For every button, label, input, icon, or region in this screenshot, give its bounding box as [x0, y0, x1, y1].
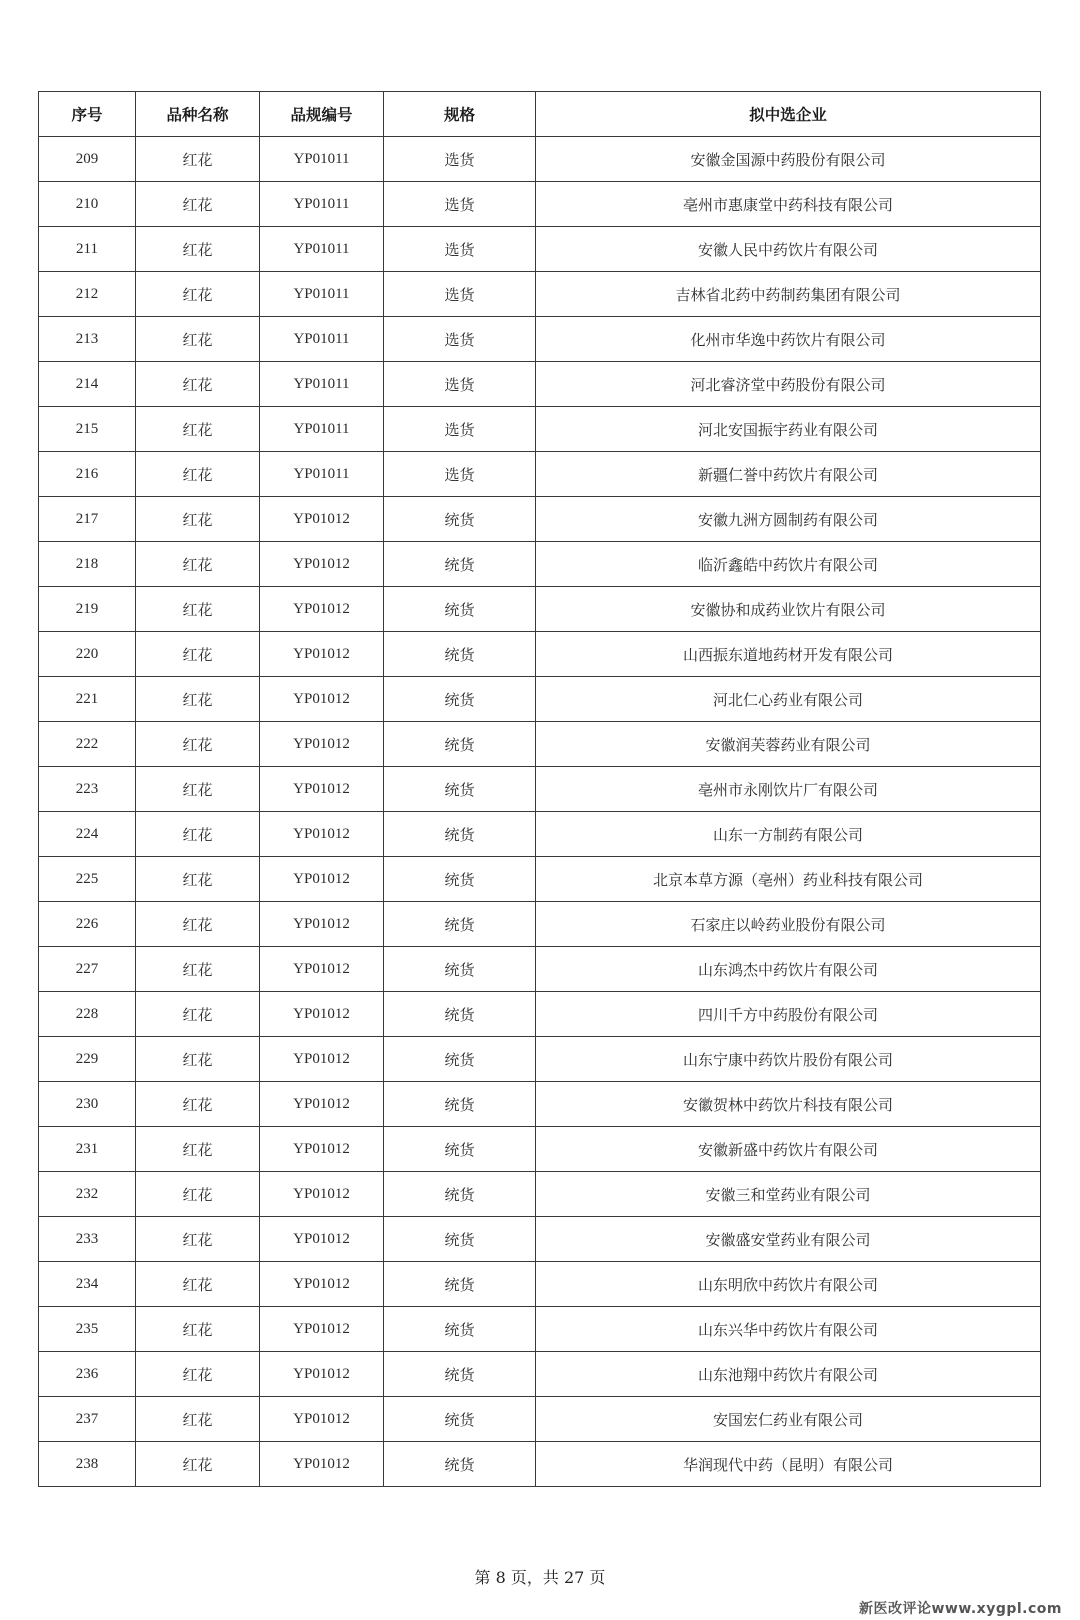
- cell-selected-company: 山东池翔中药饮片有限公司: [536, 1352, 1041, 1397]
- cell-serial-no: 228: [39, 992, 136, 1037]
- cell-variety-name: 红花: [136, 362, 260, 407]
- cell-serial-no: 231: [39, 1127, 136, 1172]
- cell-specification: 统货: [384, 1262, 536, 1307]
- cell-serial-no: 232: [39, 1172, 136, 1217]
- header-selected-company: 拟中选企业: [536, 92, 1041, 137]
- cell-serial-no: 237: [39, 1397, 136, 1442]
- cell-selected-company: 安徽九洲方圆制药有限公司: [536, 497, 1041, 542]
- cell-spec-code: YP01012: [260, 1352, 384, 1397]
- cell-variety-name: 红花: [136, 452, 260, 497]
- cell-specification: 统货: [384, 1307, 536, 1352]
- table-row: [39, 1037, 1041, 1082]
- cell-serial-no: 238: [39, 1442, 136, 1487]
- table-body: [39, 137, 1041, 1487]
- cell-selected-company: 安徽三和堂药业有限公司: [536, 1172, 1041, 1217]
- cell-variety-name: 红花: [136, 227, 260, 272]
- cell-serial-no: 215: [39, 407, 136, 452]
- table-row: [39, 812, 1041, 857]
- cell-variety-name: 红花: [136, 272, 260, 317]
- header-row: [39, 92, 1041, 137]
- cell-spec-code: YP01012: [260, 1037, 384, 1082]
- cell-selected-company: 临沂鑫皓中药饮片有限公司: [536, 542, 1041, 587]
- cell-variety-name: 红花: [136, 1307, 260, 1352]
- table-row: [39, 272, 1041, 317]
- cell-selected-company: 安徽金国源中药股份有限公司: [536, 137, 1041, 182]
- table-row: [39, 677, 1041, 722]
- selection-results-table: [38, 91, 1041, 1487]
- table-row: [39, 1082, 1041, 1127]
- cell-specification: 统货: [384, 767, 536, 812]
- cell-spec-code: YP01012: [260, 1442, 384, 1487]
- cell-selected-company: 山东鸿杰中药饮片有限公司: [536, 947, 1041, 992]
- cell-spec-code: YP01012: [260, 812, 384, 857]
- cell-specification: 选货: [384, 317, 536, 362]
- cell-serial-no: 218: [39, 542, 136, 587]
- cell-spec-code: YP01012: [260, 1172, 384, 1217]
- cell-variety-name: 红花: [136, 407, 260, 452]
- cell-variety-name: 红花: [136, 722, 260, 767]
- cell-serial-no: 219: [39, 587, 136, 632]
- cell-specification: 统货: [384, 587, 536, 632]
- table-row: [39, 587, 1041, 632]
- cell-selected-company: 石家庄以岭药业股份有限公司: [536, 902, 1041, 947]
- cell-selected-company: 新疆仁誉中药饮片有限公司: [536, 452, 1041, 497]
- cell-variety-name: 红花: [136, 1442, 260, 1487]
- header-variety-name: 品种名称: [136, 92, 260, 137]
- cell-variety-name: 红花: [136, 1217, 260, 1262]
- header-serial-no: 序号: [39, 92, 136, 137]
- cell-serial-no: 229: [39, 1037, 136, 1082]
- cell-selected-company: 安徽人民中药饮片有限公司: [536, 227, 1041, 272]
- cell-variety-name: 红花: [136, 587, 260, 632]
- table-row: [39, 497, 1041, 542]
- cell-selected-company: 山东兴华中药饮片有限公司: [536, 1307, 1041, 1352]
- cell-serial-no: 211: [39, 227, 136, 272]
- cell-specification: 统货: [384, 1082, 536, 1127]
- cell-spec-code: YP01011: [260, 272, 384, 317]
- cell-selected-company: 吉林省北药中药制药集团有限公司: [536, 272, 1041, 317]
- header-specification: 规格: [384, 92, 536, 137]
- cell-variety-name: 红花: [136, 992, 260, 1037]
- cell-serial-no: 223: [39, 767, 136, 812]
- cell-serial-no: 233: [39, 1217, 136, 1262]
- table-row: [39, 992, 1041, 1037]
- cell-variety-name: 红花: [136, 1172, 260, 1217]
- table-row: [39, 317, 1041, 362]
- cell-selected-company: 安徽新盛中药饮片有限公司: [536, 1127, 1041, 1172]
- cell-variety-name: 红花: [136, 947, 260, 992]
- cell-spec-code: YP01012: [260, 632, 384, 677]
- cell-variety-name: 红花: [136, 317, 260, 362]
- table-row: [39, 722, 1041, 767]
- cell-variety-name: 红花: [136, 1082, 260, 1127]
- cell-specification: 选货: [384, 137, 536, 182]
- table-row: [39, 227, 1041, 272]
- cell-variety-name: 红花: [136, 812, 260, 857]
- cell-selected-company: 亳州市永刚饮片厂有限公司: [536, 767, 1041, 812]
- table-row: [39, 1352, 1041, 1397]
- table-row: [39, 1307, 1041, 1352]
- cell-specification: 统货: [384, 1037, 536, 1082]
- table-row: [39, 632, 1041, 677]
- cell-spec-code: YP01012: [260, 1397, 384, 1442]
- cell-selected-company: 华润现代中药（昆明）有限公司: [536, 1442, 1041, 1487]
- cell-variety-name: 红花: [136, 182, 260, 227]
- cell-spec-code: YP01012: [260, 1217, 384, 1262]
- cell-variety-name: 红花: [136, 1037, 260, 1082]
- cell-specification: 统货: [384, 902, 536, 947]
- cell-serial-no: 214: [39, 362, 136, 407]
- cell-selected-company: 安徽协和成药业饮片有限公司: [536, 587, 1041, 632]
- cell-specification: 选货: [384, 362, 536, 407]
- cell-spec-code: YP01012: [260, 1262, 384, 1307]
- cell-spec-code: YP01012: [260, 542, 384, 587]
- cell-selected-company: 安徽盛安堂药业有限公司: [536, 1217, 1041, 1262]
- cell-specification: 统货: [384, 812, 536, 857]
- table-header: [39, 92, 1041, 137]
- cell-selected-company: 山东明欣中药饮片有限公司: [536, 1262, 1041, 1307]
- cell-spec-code: YP01012: [260, 722, 384, 767]
- cell-specification: 统货: [384, 1217, 536, 1262]
- cell-selected-company: 化州市华逸中药饮片有限公司: [536, 317, 1041, 362]
- page-number: 第 8 页，共 27 页: [474, 1568, 606, 1587]
- cell-specification: 统货: [384, 632, 536, 677]
- cell-specification: 选货: [384, 272, 536, 317]
- cell-serial-no: 210: [39, 182, 136, 227]
- cell-selected-company: 亳州市惠康堂中药科技有限公司: [536, 182, 1041, 227]
- table-row: [39, 362, 1041, 407]
- cell-serial-no: 234: [39, 1262, 136, 1307]
- cell-selected-company: 安徽润芙蓉药业有限公司: [536, 722, 1041, 767]
- cell-spec-code: YP01011: [260, 182, 384, 227]
- cell-variety-name: 红花: [136, 137, 260, 182]
- cell-selected-company: 山东一方制药有限公司: [536, 812, 1041, 857]
- cell-spec-code: YP01012: [260, 1127, 384, 1172]
- cell-spec-code: YP01012: [260, 857, 384, 902]
- cell-variety-name: 红花: [136, 902, 260, 947]
- table-row: [39, 1217, 1041, 1262]
- cell-serial-no: 230: [39, 1082, 136, 1127]
- cell-variety-name: 红花: [136, 767, 260, 812]
- table-row: [39, 407, 1041, 452]
- cell-specification: 统货: [384, 992, 536, 1037]
- cell-spec-code: YP01012: [260, 902, 384, 947]
- table-row: [39, 1397, 1041, 1442]
- cell-spec-code: YP01012: [260, 992, 384, 1037]
- cell-serial-no: 209: [39, 137, 136, 182]
- cell-specification: 统货: [384, 1352, 536, 1397]
- cell-spec-code: YP01011: [260, 227, 384, 272]
- table-row: [39, 947, 1041, 992]
- cell-specification: 统货: [384, 542, 536, 587]
- cell-selected-company: 山西振东道地药材开发有限公司: [536, 632, 1041, 677]
- table-row: [39, 1442, 1041, 1487]
- cell-selected-company: 河北仁心药业有限公司: [536, 677, 1041, 722]
- cell-spec-code: YP01012: [260, 1307, 384, 1352]
- cell-variety-name: 红花: [136, 1127, 260, 1172]
- table-row: [39, 452, 1041, 497]
- cell-serial-no: 222: [39, 722, 136, 767]
- cell-serial-no: 224: [39, 812, 136, 857]
- cell-spec-code: YP01012: [260, 677, 384, 722]
- cell-specification: 选货: [384, 407, 536, 452]
- cell-serial-no: 216: [39, 452, 136, 497]
- cell-selected-company: 北京本草方源（亳州）药业科技有限公司: [536, 857, 1041, 902]
- cell-serial-no: 213: [39, 317, 136, 362]
- cell-specification: 统货: [384, 1442, 536, 1487]
- table-row: [39, 857, 1041, 902]
- cell-specification: 统货: [384, 722, 536, 767]
- cell-selected-company: 四川千方中药股份有限公司: [536, 992, 1041, 1037]
- cell-selected-company: 安徽贺林中药饮片科技有限公司: [536, 1082, 1041, 1127]
- cell-selected-company: 河北安国振宇药业有限公司: [536, 407, 1041, 452]
- table-row: [39, 1127, 1041, 1172]
- cell-specification: 统货: [384, 677, 536, 722]
- cell-variety-name: 红花: [136, 632, 260, 677]
- cell-specification: 统货: [384, 1172, 536, 1217]
- table-row: [39, 542, 1041, 587]
- cell-spec-code: YP01012: [260, 947, 384, 992]
- table-row: [39, 1262, 1041, 1307]
- cell-spec-code: YP01012: [260, 1082, 384, 1127]
- site-watermark: 新医改评论www.xygpl.com: [858, 1601, 1062, 1617]
- cell-spec-code: YP01012: [260, 767, 384, 812]
- cell-variety-name: 红花: [136, 1352, 260, 1397]
- table-row: [39, 137, 1041, 182]
- cell-specification: 统货: [384, 857, 536, 902]
- table-row: [39, 902, 1041, 947]
- table-row: [39, 767, 1041, 812]
- cell-variety-name: 红花: [136, 497, 260, 542]
- cell-variety-name: 红花: [136, 1397, 260, 1442]
- header-spec-code: 品规编号: [260, 92, 384, 137]
- cell-spec-code: YP01011: [260, 407, 384, 452]
- cell-serial-no: 212: [39, 272, 136, 317]
- cell-serial-no: 227: [39, 947, 136, 992]
- cell-specification: 选货: [384, 182, 536, 227]
- cell-serial-no: 236: [39, 1352, 136, 1397]
- cell-specification: 选货: [384, 227, 536, 272]
- cell-serial-no: 226: [39, 902, 136, 947]
- cell-spec-code: YP01011: [260, 317, 384, 362]
- cell-specification: 选货: [384, 452, 536, 497]
- cell-selected-company: 山东宁康中药饮片股份有限公司: [536, 1037, 1041, 1082]
- cell-selected-company: 河北睿济堂中药股份有限公司: [536, 362, 1041, 407]
- cell-spec-code: YP01012: [260, 497, 384, 542]
- cell-serial-no: 217: [39, 497, 136, 542]
- cell-specification: 统货: [384, 947, 536, 992]
- cell-selected-company: 安国宏仁药业有限公司: [536, 1397, 1041, 1442]
- cell-specification: 统货: [384, 1127, 536, 1172]
- cell-serial-no: 220: [39, 632, 136, 677]
- cell-specification: 统货: [384, 497, 536, 542]
- cell-serial-no: 221: [39, 677, 136, 722]
- cell-specification: 统货: [384, 1397, 536, 1442]
- table-row: [39, 182, 1041, 227]
- cell-variety-name: 红花: [136, 677, 260, 722]
- cell-serial-no: 235: [39, 1307, 136, 1352]
- cell-spec-code: YP01011: [260, 362, 384, 407]
- cell-variety-name: 红花: [136, 1262, 260, 1307]
- cell-spec-code: YP01011: [260, 137, 384, 182]
- cell-variety-name: 红花: [136, 542, 260, 587]
- cell-serial-no: 225: [39, 857, 136, 902]
- cell-spec-code: YP01012: [260, 587, 384, 632]
- table-row: [39, 1172, 1041, 1217]
- cell-variety-name: 红花: [136, 857, 260, 902]
- cell-spec-code: YP01011: [260, 452, 384, 497]
